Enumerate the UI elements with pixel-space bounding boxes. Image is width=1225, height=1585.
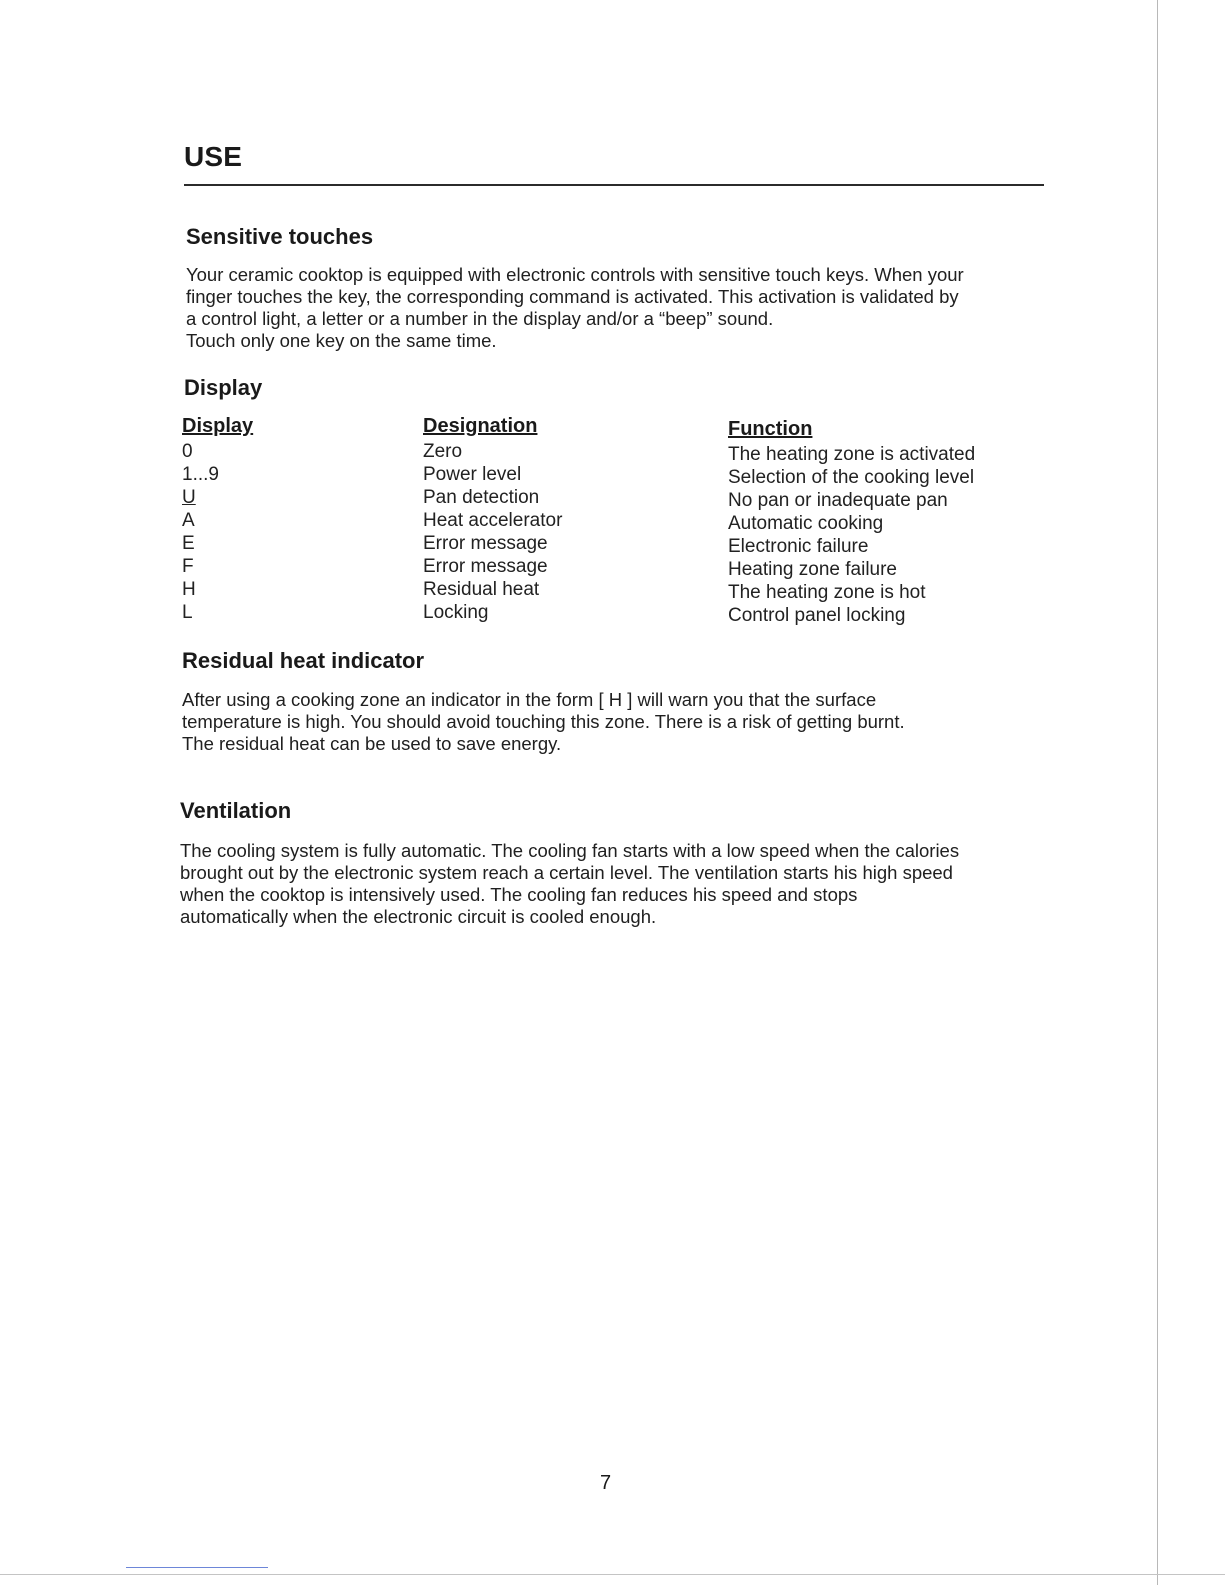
designation-cell: Zero — [423, 441, 463, 462]
ventilation-line-3: when the cooktop is intensively used. The cooling fan reduces his speed and stops — [180, 884, 858, 905]
ventilation-paragraph — [180, 840, 959, 928]
designation-cell: Heat accelerator — [423, 510, 563, 531]
ventilation-line-2: brought out by the electronic system reach a certain level. The ventilation starts his high speed — [180, 862, 953, 883]
designation-cell: Residual heat — [423, 579, 540, 600]
function-cell: Heating zone failure — [728, 559, 897, 580]
ventilation-line-4: automatically when the electronic circuit is cooled enough. — [180, 906, 657, 927]
function-cell: Electronic failure — [728, 536, 869, 557]
residual-heat-line-3: The residual heat can be used to save energy. — [182, 733, 562, 754]
display-code: L — [182, 602, 193, 623]
scan-page-edge — [1157, 0, 1158, 1585]
designation-cell: Pan detection — [423, 487, 540, 508]
display-code: A — [182, 510, 195, 531]
display-code: 1...9 — [182, 464, 219, 485]
display-heading: Display — [184, 375, 263, 400]
designation-cell: Power level — [423, 464, 522, 485]
display-code: E — [182, 533, 195, 554]
function-cell: Automatic cooking — [728, 513, 884, 534]
ventilation-heading: Ventilation — [180, 798, 292, 823]
residual-heat-line-2: temperature is high. You should avoid touching this zone. There is a risk of getting burnt. — [182, 711, 905, 732]
function-cell: Control panel locking — [728, 605, 906, 626]
sensitive-touches-heading: Sensitive touches — [186, 224, 374, 249]
designation-cell: Locking — [423, 602, 489, 623]
sensitive-touches-line-1: Your ceramic cooktop is equipped with electronic controls with sensitive touch keys. When your — [186, 264, 964, 285]
residual-heat-paragraph — [182, 689, 905, 755]
sensitive-touches-line-4: Touch only one key on the same time. — [186, 330, 497, 351]
function-cell: Selection of the cooking level — [728, 467, 975, 488]
display-column — [182, 416, 253, 624]
function-cell: The heating zone is activated — [728, 444, 976, 465]
designation-cell: Error message — [423, 556, 548, 577]
display-code: F — [182, 556, 194, 577]
ventilation-line-1: The cooling system is fully automatic. The cooling fan starts with a low speed when the calories — [180, 840, 960, 861]
page-number: 7 — [600, 1472, 612, 1494]
sensitive-touches-line-2: finger touches the key, the corresponding command is activated. This activation is validated by — [186, 286, 959, 307]
residual-heat-line-1: After using a cooking zone an indicator in the form [ H ] will warn you that the surface — [182, 689, 877, 710]
display-code: 0 — [182, 441, 193, 462]
bottom-link-line — [126, 1567, 268, 1568]
sensitive-touches-line-3: a control light, a letter or a number in the display and/or a “beep” sound. — [186, 308, 774, 329]
residual-heat-heading: Residual heat indicator — [182, 648, 425, 673]
function-column-header: Function — [728, 418, 813, 440]
designation-cell: Error message — [423, 533, 548, 554]
display-column-header: Display — [182, 415, 254, 437]
function-cell: The heating zone is hot — [728, 582, 926, 603]
designation-column — [423, 416, 562, 624]
display-code: H — [182, 579, 196, 600]
designation-column-header: Designation — [423, 415, 538, 437]
function-column — [728, 419, 975, 627]
section-title: USE — [184, 141, 243, 172]
sensitive-touches-paragraph — [186, 264, 964, 352]
function-cell: No pan or inadequate pan — [728, 490, 948, 511]
scan-bottom-edge — [0, 1574, 1225, 1575]
section-title-rule — [184, 184, 1044, 186]
display-code: U — [182, 487, 196, 508]
